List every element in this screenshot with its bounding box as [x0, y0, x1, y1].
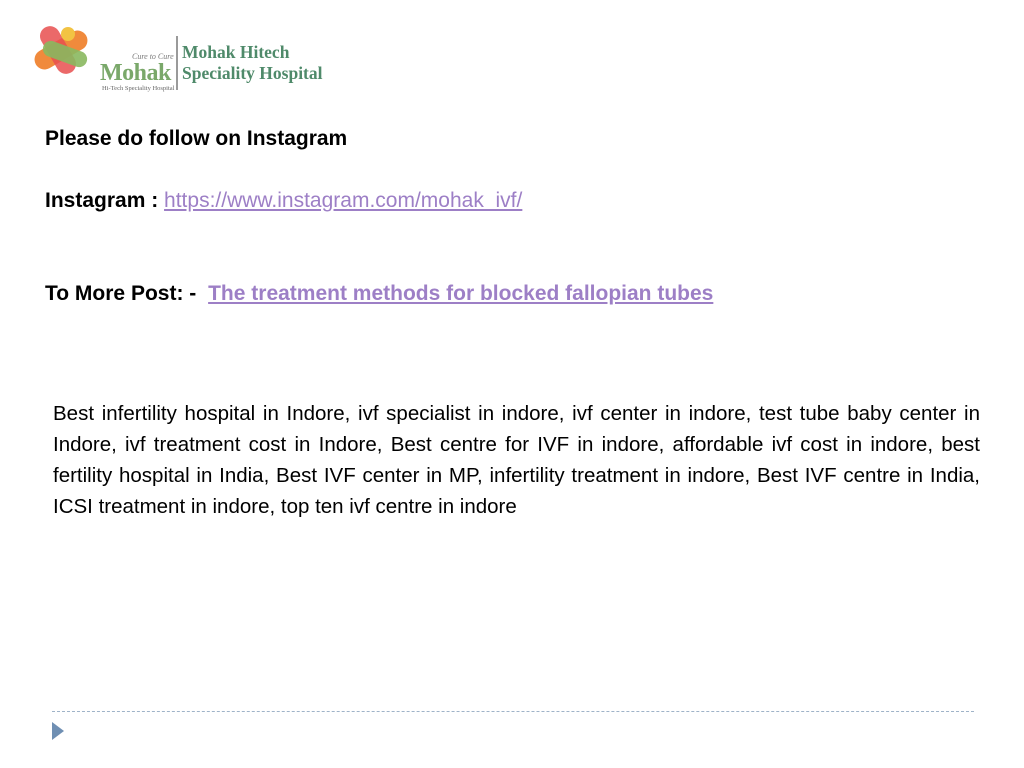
hospital-name: [182, 42, 323, 84]
hospital-name-line2: Speciality Hospital: [182, 63, 323, 83]
instagram-line: [45, 189, 522, 213]
logo-tagline: Cure to Cure: [132, 52, 174, 61]
hospital-logo: [28, 20, 328, 92]
instagram-label: Instagram :: [45, 189, 159, 212]
follow-heading: Please do follow on Instagram: [45, 127, 348, 150]
cross-logo-icon: [28, 20, 98, 84]
footer-divider: [52, 711, 974, 712]
hospital-name-line1: Mohak Hitech: [182, 42, 290, 62]
more-post-line: [45, 282, 713, 306]
logo-wordmark: Mohak: [100, 60, 171, 86]
instagram-link[interactable]: https://www.instagram.com/mohak_ivf/: [164, 189, 523, 212]
more-post-label: To More Post: -: [45, 282, 197, 305]
seo-keywords-paragraph: Best infertility hospital in Indore, ivf specialist in indore, ivf center in indore, test tube baby center in Indore, ivf treatment cost in Indore, Best centre for IVF in indore, affordable ivf cost in indore, best fertility hospital in India, Best IVF center in MP, infertility treatment in indore, Best IVF centre in India, ICSI treatment in indore, top ten ivf centre in indore: [53, 402, 980, 518]
more-post-link[interactable]: The treatment methods for blocked fallopian tubes: [208, 282, 714, 305]
next-slide-arrow-icon[interactable]: [52, 722, 64, 740]
logo-wordmark-subtitle: Hi-Tech Speciality Hospital: [102, 85, 175, 92]
logo-divider: [176, 36, 178, 90]
